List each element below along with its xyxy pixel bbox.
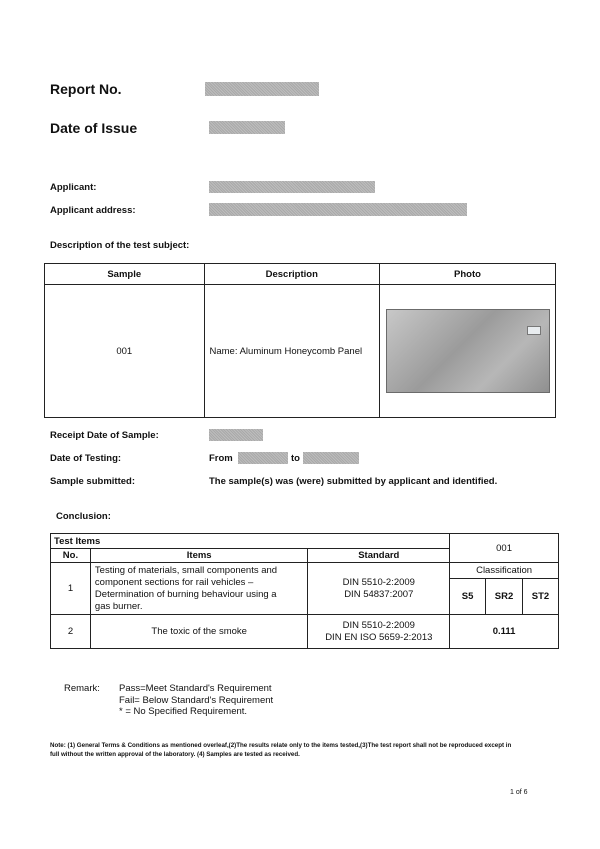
aluminum-panel-photo: [386, 309, 550, 393]
page-number: 1 of 6: [510, 789, 528, 796]
testing-date-label: Date of Testing:: [50, 453, 122, 464]
test-subject-table: [44, 263, 556, 418]
sample-submitted-label: Sample submitted:: [50, 476, 135, 487]
description-heading: Description of the test subject:: [50, 240, 190, 251]
remark-pass: Pass=Meet Standard's Requirement: [119, 683, 272, 694]
sample-header: Sample: [45, 264, 205, 285]
redacted-report-no: [205, 82, 319, 96]
footnote-line: full without the written approval of the laboratory. (4) Samples are tested as received.: [50, 751, 300, 758]
conclusion-heading: Conclusion:: [56, 511, 111, 522]
redacted-from-date: [238, 452, 288, 464]
redacted-applicant-address: [209, 203, 467, 216]
sample-description-cell: Name: Aluminum Honeycomb Panel: [204, 285, 380, 418]
redacted-date-of-issue: [209, 121, 285, 134]
row-1-item-line: Determination of burning behaviour using a: [94, 588, 277, 600]
class-sr2: SR2: [486, 579, 523, 615]
receipt-date-label: Receipt Date of Sample:: [50, 430, 159, 441]
row-2-result: 0.111: [450, 615, 559, 649]
redacted-to-date: [303, 452, 359, 464]
remark-label: Remark:: [64, 683, 100, 694]
row-1-item-line: component sections for rail vehicles –: [94, 576, 254, 588]
description-header: Description: [204, 264, 380, 285]
row-2-standard-line: DIN 5510-2:2009: [342, 619, 415, 631]
remark-fail: Fail= Below Standard's Requirement: [119, 694, 274, 706]
footnote-line: Note: (1) General Terms & Conditions as mentioned overleaf,(2)The results relate only to the items tested,(3)The test report shall not be reproduced except in: [50, 742, 512, 749]
to-label: to: [291, 453, 300, 464]
row-1-items: [90, 563, 308, 615]
row-1-item-line: gas burner.: [94, 600, 143, 612]
applicant-address-label: Applicant address:: [50, 205, 136, 216]
photo-header: Photo: [380, 264, 556, 285]
test-items-label: Test Items: [51, 534, 450, 549]
sample-column-header: 001: [450, 534, 559, 563]
from-label: From: [209, 453, 233, 464]
sample-submitted-value: The sample(s) was (were) submitted by applicant and identified.: [209, 476, 498, 487]
sample-photo-cell: [380, 285, 556, 418]
report-no-label: Report No.: [50, 81, 122, 97]
date-of-issue-label: Date of Issue: [50, 120, 138, 136]
row-2-no: 2: [51, 615, 91, 649]
class-s5: S5: [450, 579, 486, 615]
row-2-standard: [308, 615, 450, 649]
row-2-standard-line: DIN EN ISO 5659-2:2013: [325, 631, 433, 643]
sample-number-cell: 001: [45, 285, 205, 418]
remark-no-requirement: * = No Specified Requirement.: [119, 706, 248, 717]
panel-label-sticker: [527, 326, 541, 335]
row-1-standard: [308, 563, 450, 615]
items-header: Items: [90, 549, 308, 563]
class-st2: ST2: [523, 579, 559, 615]
remark-lines: [119, 683, 273, 718]
no-header: No.: [51, 549, 91, 563]
redacted-receipt-date: [209, 429, 263, 441]
row-1-standard-line: DIN 54837:2007: [344, 588, 414, 600]
standard-header: Standard: [308, 549, 450, 563]
row-1-no: 1: [51, 563, 91, 615]
applicant-label: Applicant:: [50, 182, 97, 193]
results-table: [50, 533, 559, 649]
footnote: [50, 741, 555, 759]
classification-label: Classification: [450, 563, 559, 579]
redacted-applicant: [209, 181, 375, 193]
row-2-items: The toxic of the smoke: [90, 615, 308, 649]
row-1-item-line: Testing of materials, small components and: [94, 564, 278, 576]
row-1-standard-line: DIN 5510-2:2009: [342, 576, 415, 588]
